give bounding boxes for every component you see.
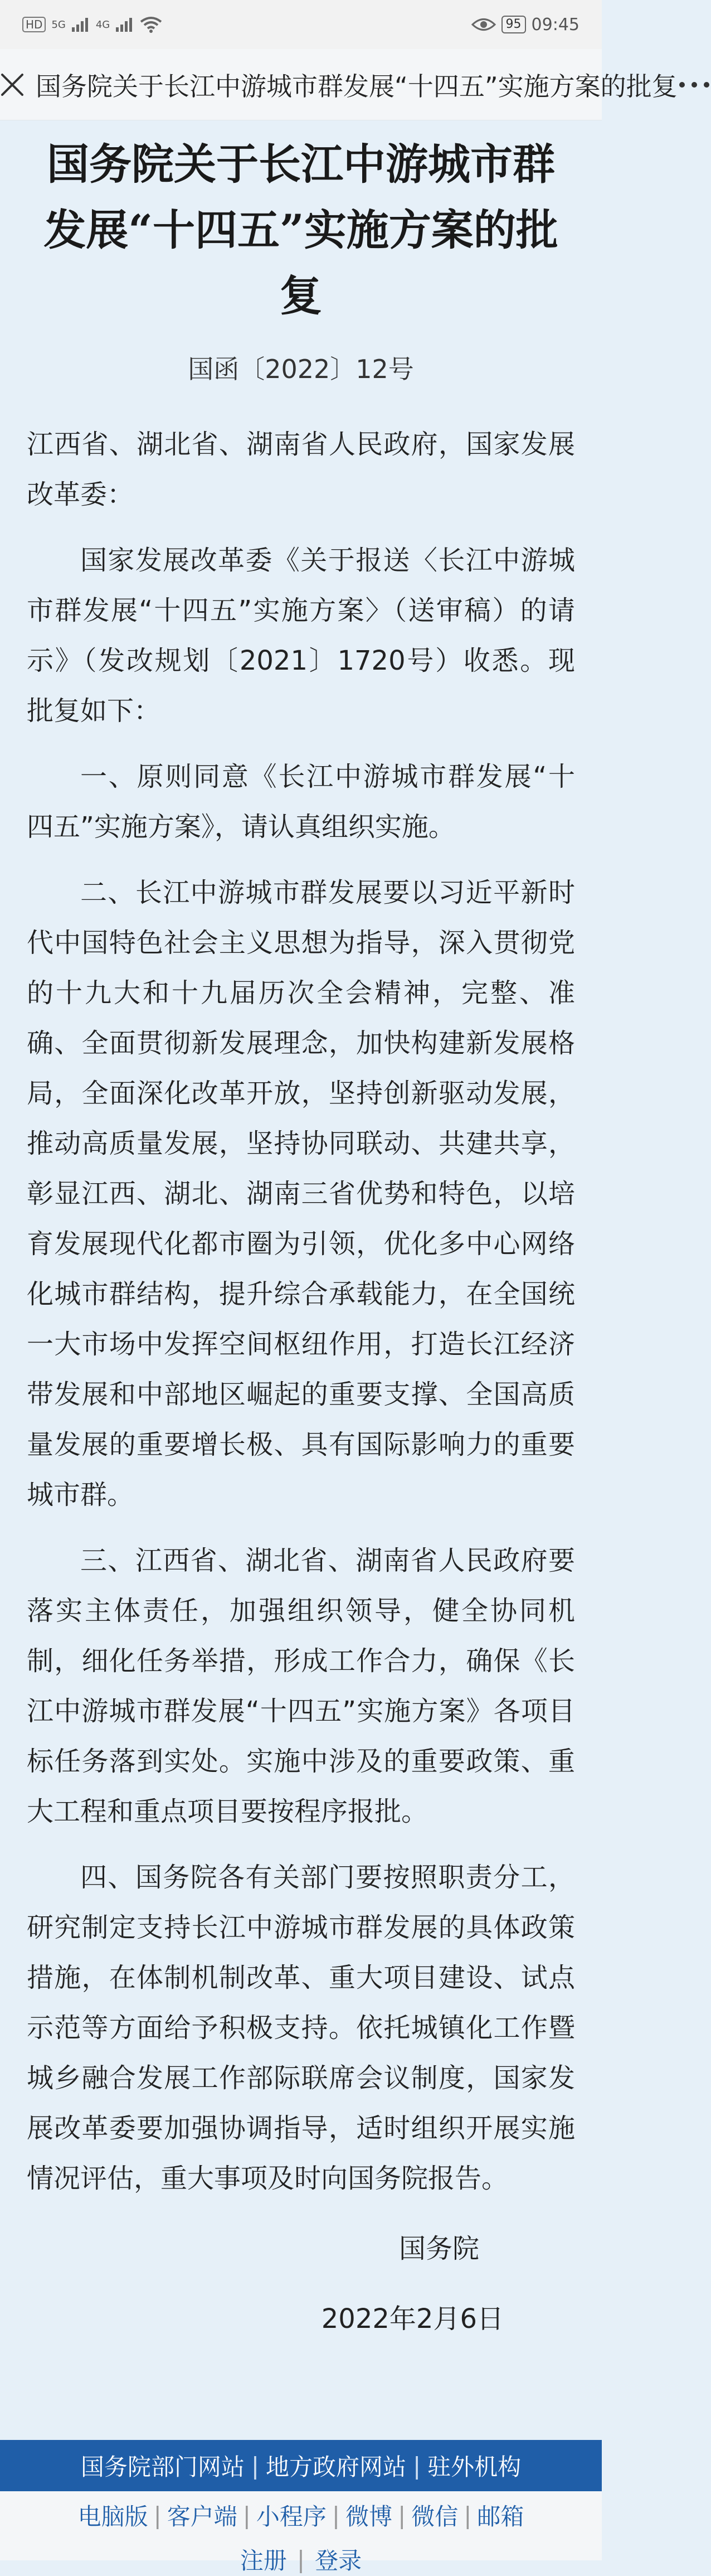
signal-5g-label: 5G [51, 18, 66, 31]
more-icon [678, 81, 711, 89]
footer-link-wechat[interactable]: 微信 [411, 2503, 459, 2530]
signal-bars-icon [71, 17, 90, 32]
document-addressee: 江西省、湖北省、湖南省人民政府，国家发展改革委： [27, 429, 575, 510]
document-paragraph: 国家发展改革委《关于报送〈长江中游城市群发展“十四五”实施方案〉（送审稿）的请示》（发改规划〔2021〕1720号）收悉。现批复如下： [27, 545, 575, 727]
separator: | [398, 2501, 406, 2529]
status-bar [0, 0, 602, 49]
more-button[interactable] [678, 49, 711, 120]
document-paragraph: 一、原则同意《长江中游城市群发展“十四五”实施方案》，请认真组织实施。 [27, 761, 575, 842]
document-date: 2022年2月6日 [321, 2303, 504, 2335]
close-icon [0, 72, 25, 97]
footer-link-overseas[interactable]: 驻外机构 [427, 2453, 522, 2481]
eye-icon [471, 17, 496, 32]
document-paragraph: 二、长江中游城市群发展要以习近平新时代中国特色社会主义思想为指导，深入贯彻党的十九大和十九届历次全会精神，完整、准确、全面贯彻新发展理念，加快构建新发展格局，全面深化改革开放，坚持创新驱动发展，推动高质量发展，坚持协同联动、共建共享，彰显江西、湖北、湖南三省优势和特色，以培育发展现代化都市圈为引领，优化多中心网络化城市群结构，提升综合承载能力，在全国统一大市场中发挥空间枢纽作用，打造长江经济带发展和中部地区崛起的重要支撑、全国高质量发展的重要增长极、具有国际影响力的重要城市群。 [27, 877, 575, 1510]
separator: | [296, 2545, 305, 2573]
wifi-icon [140, 16, 162, 33]
footer-link-desktop[interactable]: 电脑版 [77, 2503, 148, 2530]
footer-links-row [0, 2491, 602, 2539]
footer-links [0, 2491, 602, 2574]
document-title: 国务院关于长江中游城市群发展“十四五”实施方案的批复 [43, 139, 558, 321]
footer-link-email[interactable]: 邮箱 [477, 2503, 524, 2530]
document-paragraph: 三、江西省、湖北省、湖南省人民政府要落实主体责任，加强组织领导，健全协同机制，细化任务举措，形成工作合力，确保《长江中游城市群发展“十四五”实施方案》各项目标任务落到实处。实施中涉及的重要政策、重大工程和重点项目要按程序报批。 [27, 1545, 575, 1827]
footer-link-departments[interactable]: 国务院部门网站 [80, 2453, 245, 2481]
signal-4g-label: 4G [95, 18, 110, 31]
document-number: 国函〔2022〕12号 [188, 354, 414, 384]
footer-nav [0, 2440, 602, 2491]
status-right [471, 15, 579, 35]
status-left [22, 16, 162, 33]
page-title: 国务院关于长江中游城市群发展“十四五”实施方案的批复 [36, 71, 678, 101]
document-paragraph: 四、国务院各有关部门要按照职责分工，研究制定支持长江中游城市群发展的具体政策措施，在体制机制改革、重大项目建设、试点示范等方面给予积极支持。依托城镇化工作暨城乡融合发展工作部际联席会议制度，国家发展改革委要加强协调指导，适时组织开展实施情况评估，重大事项及时向国务院报告。 [27, 1862, 575, 2194]
document-signature: 国务院 [398, 2233, 479, 2264]
separator: | [251, 2452, 259, 2480]
separator: | [413, 2452, 421, 2480]
footer-link-local-gov[interactable]: 地方政府网站 [265, 2453, 406, 2481]
status-time: 09:45 [531, 14, 579, 35]
app-bar [0, 49, 678, 120]
footer-link-miniprogram[interactable]: 小程序 [256, 2503, 327, 2530]
separator: | [153, 2501, 162, 2529]
footer-links-row [0, 2543, 602, 2576]
footer-link-login[interactable]: 登录 [315, 2547, 362, 2574]
close-button[interactable] [0, 49, 25, 120]
battery-indicator: 95 [501, 16, 526, 33]
separator: | [332, 2501, 340, 2529]
footer-link-weibo[interactable]: 微博 [345, 2503, 393, 2530]
signal-bars-icon [115, 17, 134, 32]
separator: | [464, 2501, 472, 2529]
footer-link-client[interactable]: 客户端 [167, 2503, 237, 2530]
separator: | [242, 2501, 251, 2529]
hd-badge: HD [22, 17, 46, 32]
footer-link-register[interactable]: 注册 [240, 2547, 287, 2574]
article-content [0, 120, 602, 2440]
